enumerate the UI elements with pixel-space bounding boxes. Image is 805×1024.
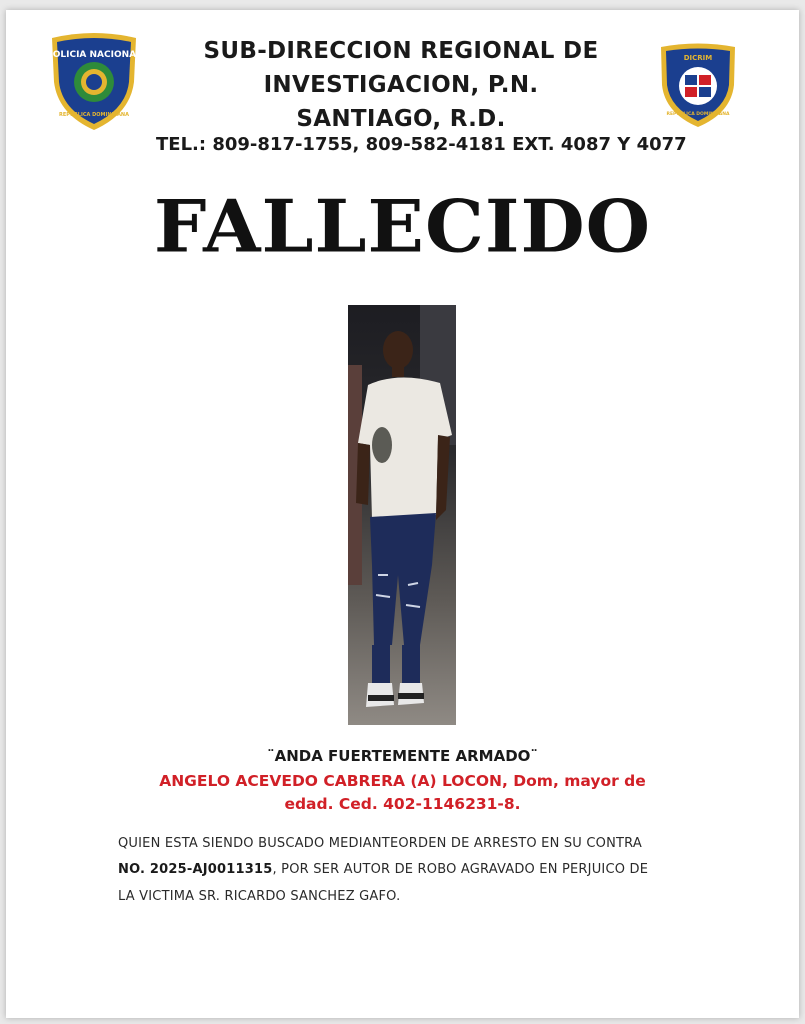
header-line-1: SUB-DIRECCION REGIONAL DE <box>203 38 599 64</box>
armed-warning: ¨ANDA FUERTEMENTE ARMADO¨ <box>267 747 538 765</box>
body-line-2-rest: , POR SER AUTOR DE ROBO AGRAVADO EN PERJUICO DE <box>272 862 649 877</box>
body-line-3: LA VICTIMA SR. RICARDO SANCHEZ GAFO. <box>118 889 401 904</box>
left-badge-text: POLICIA NACIONAL <box>46 50 142 60</box>
header-line-2: INVESTIGACION, P.N. <box>263 72 539 98</box>
warrant-number: NO. 2025-AJ0011315 <box>118 862 273 877</box>
subject-id-line: edad. Ced. 402-1146231-8. <box>284 795 521 813</box>
header-telephone: TEL.: 809-817-1755, 809-582-4181 EXT. 4087 Y 4077 <box>156 134 687 155</box>
body-line-2 <box>118 862 703 877</box>
body-line-1: QUIEN ESTA SIENDO BUSCADO MEDIANTEORDEN DE ARRESTO EN SU CONTRA <box>118 836 642 851</box>
poster-header <box>6 10 799 155</box>
left-badge-side-text: REPUBLICA DOMINICANA <box>58 112 130 118</box>
policia-nacional-shield-icon <box>46 32 142 132</box>
dicrim-shield-icon <box>657 43 739 129</box>
poster-title: FALLECIDO <box>153 184 652 270</box>
wanted-poster <box>6 10 799 1018</box>
header-line-3: SANTIAGO, R.D. <box>296 106 506 132</box>
suspect-photo <box>348 305 456 725</box>
right-badge-side-text: REPUBLICA DOMINICANA <box>666 112 730 117</box>
right-badge-text: DICRIM <box>683 54 713 62</box>
subject-name-line: ANGELO ACEVEDO CABRERA (A) LOCON, Dom, mayor de <box>159 772 646 790</box>
